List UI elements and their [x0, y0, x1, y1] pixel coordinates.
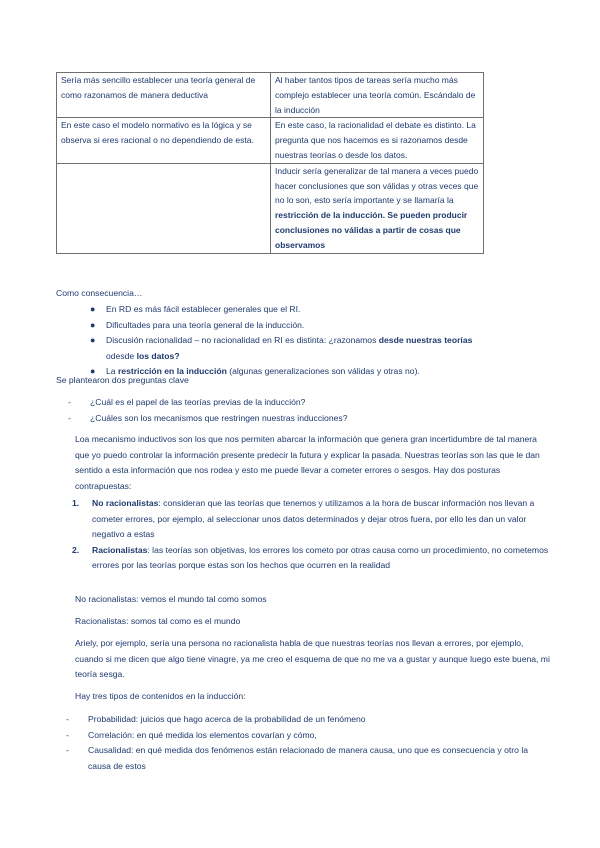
list-item: [90, 318, 486, 334]
item-number: 2.: [72, 544, 80, 555]
bold-text-run: restricción de la inducción. Se pueden producir conclusiones no válidas a partir de cosas que observamos: [275, 210, 468, 250]
list-item: [90, 302, 486, 318]
racionalistas-line: Racionalistas: somos tal como es el mundo: [75, 616, 241, 626]
list-item: [72, 543, 550, 574]
list-item-text: Causalidad: en qué medida dos fenómenos están relacionado de manera causa, uno que es consecuencia y otro la causa de estos: [88, 745, 529, 771]
text-run: En este caso el modelo normativo es la lógica y se observa si eres racional o no dependiendo de esta.: [61, 120, 254, 146]
list-item-text: [106, 304, 300, 314]
no-racionalistas-line: No racionalistas: vemos el mundo tal como somos: [75, 594, 267, 604]
text-run: En RD es más fácil establecer generales que el RI.: [106, 304, 301, 314]
list-item: [90, 333, 486, 364]
text-run: Sería más sencillo establecer una teoría general de como razonamos de manera deductiva: [61, 75, 256, 100]
consecuencia-label: Como consecuencia…: [56, 288, 143, 298]
list-item-text: ¿Cuáles son los mecanismos que restringen nuestras inducciones?: [90, 412, 348, 423]
table-cell: [57, 118, 271, 163]
ariely-paragraph: Ariely, por ejemplo, sería una persona no racionalista habla de que nuestras teorías nos llevan a errores, por ejemplo, cuando si me dicen que algo tiene vinagre, ya me creo el esquema de que no me va a gustar y aunque luego este buena, mi teoría sesga.: [75, 638, 550, 680]
intro-paragraph: Loa mecanismo inductivos son los que nos permiten abarcar la información que genera gran incertidumbre de tal manera que yo puedo controlar la información presente predecir la futura y explicar la pasada. Nuestras teorías son las que le dan sentido a esta información que nos rodea y esto me puede llevar a cometer errores o sesgos. Hay dos posturas contrapuestas:: [75, 434, 540, 491]
list-item-text: ¿Cuál es el papel de las teorías previas de la inducción?: [90, 397, 306, 407]
list-item: [68, 395, 347, 411]
dash-marker: -: [66, 745, 69, 756]
list-item: [66, 728, 550, 744]
text-run: (algunas generalizaciones son válidas y otras no).: [226, 366, 420, 377]
table-row: [57, 163, 484, 253]
consecuencia-list: [90, 302, 486, 380]
bullet-icon: ●: [90, 335, 96, 346]
bold-text-run: los datos?: [136, 350, 180, 361]
table-cell: [57, 73, 271, 118]
list-item: [68, 411, 347, 427]
posturas-list: [72, 496, 550, 574]
bullet-icon: ●: [90, 366, 96, 377]
text-run: Dificultades para una teoría general de la inducción.: [106, 319, 305, 330]
table-cell-empty: [57, 163, 271, 253]
table-row: [57, 118, 484, 163]
bold-text-run: desde nuestras teorías: [378, 335, 473, 346]
list-item-text: [106, 335, 472, 361]
list-item: [72, 496, 550, 543]
contenidos-label: Hay tres tipos de contenidos en la inducción:: [75, 691, 246, 701]
table-row: [57, 73, 484, 118]
comparison-table: [56, 72, 484, 254]
text-run: Al haber tantos tipos de tareas sería mucho más complejo establecer una teoría común. Escándalo de la inducción: [275, 75, 476, 115]
dash-marker: -: [66, 729, 69, 740]
preguntas-list: [68, 395, 347, 426]
preguntas-label: Se plantearon dos preguntas clave: [56, 375, 189, 385]
dash-marker: -: [68, 397, 71, 407]
item-number: 1.: [72, 498, 80, 508]
bold-text-run: restricción en la inducción: [117, 366, 227, 377]
text-run: La: [106, 366, 118, 377]
text-run: En este caso, la racionalidad el debate es distinto. La pregunta que nos hacemos es si razonamos desde nuestras teorías o desde los datos.: [275, 120, 476, 160]
list-item: [66, 712, 550, 728]
item-text: : consideran que las teorías que tenemos y utilizamos a la hora de buscar información nos llevan a cometer errores, por ejemplo, al seleccionar unos datos determinados y dejar otros fuera, por ello les dan un valor negativo a estas: [92, 498, 535, 540]
item-term: Racionalistas: [92, 544, 148, 555]
dash-marker: -: [66, 714, 69, 724]
list-item-text: Correlación: en qué medida los elementos covarían y cómo,: [88, 729, 317, 740]
item-text: : las teorías son objetivas, los errores los cometo por otras causa como un procedimiento, no cometemos errores por las teorías porque estas son los hechos que ocurren en la realidad: [92, 544, 549, 571]
table-cell: [271, 73, 484, 118]
table-cell: [271, 118, 484, 163]
text-run: Discusión racionalidad – no racionalidad en RI es distinta: ¿razonamos: [106, 335, 379, 346]
bullet-icon: ●: [90, 304, 96, 314]
table-cell: [271, 163, 484, 253]
contenidos-list: [66, 712, 550, 774]
text-run: odesde: [106, 350, 137, 361]
list-item-text: Probabilidad: juicios que hago acerca de la probabilidad de un fenómeno: [88, 714, 366, 724]
text-run: Inducir sería generalizar de tal manera a veces puedo hacer conclusiones que son válidas y otras veces que no lo son, esto sería importante y se llamaría la: [275, 165, 479, 206]
bullet-icon: ●: [90, 319, 96, 330]
item-term: No racionalistas: [92, 498, 159, 508]
dash-marker: -: [68, 412, 71, 423]
list-item-text: [106, 320, 304, 330]
list-item: [66, 743, 550, 774]
